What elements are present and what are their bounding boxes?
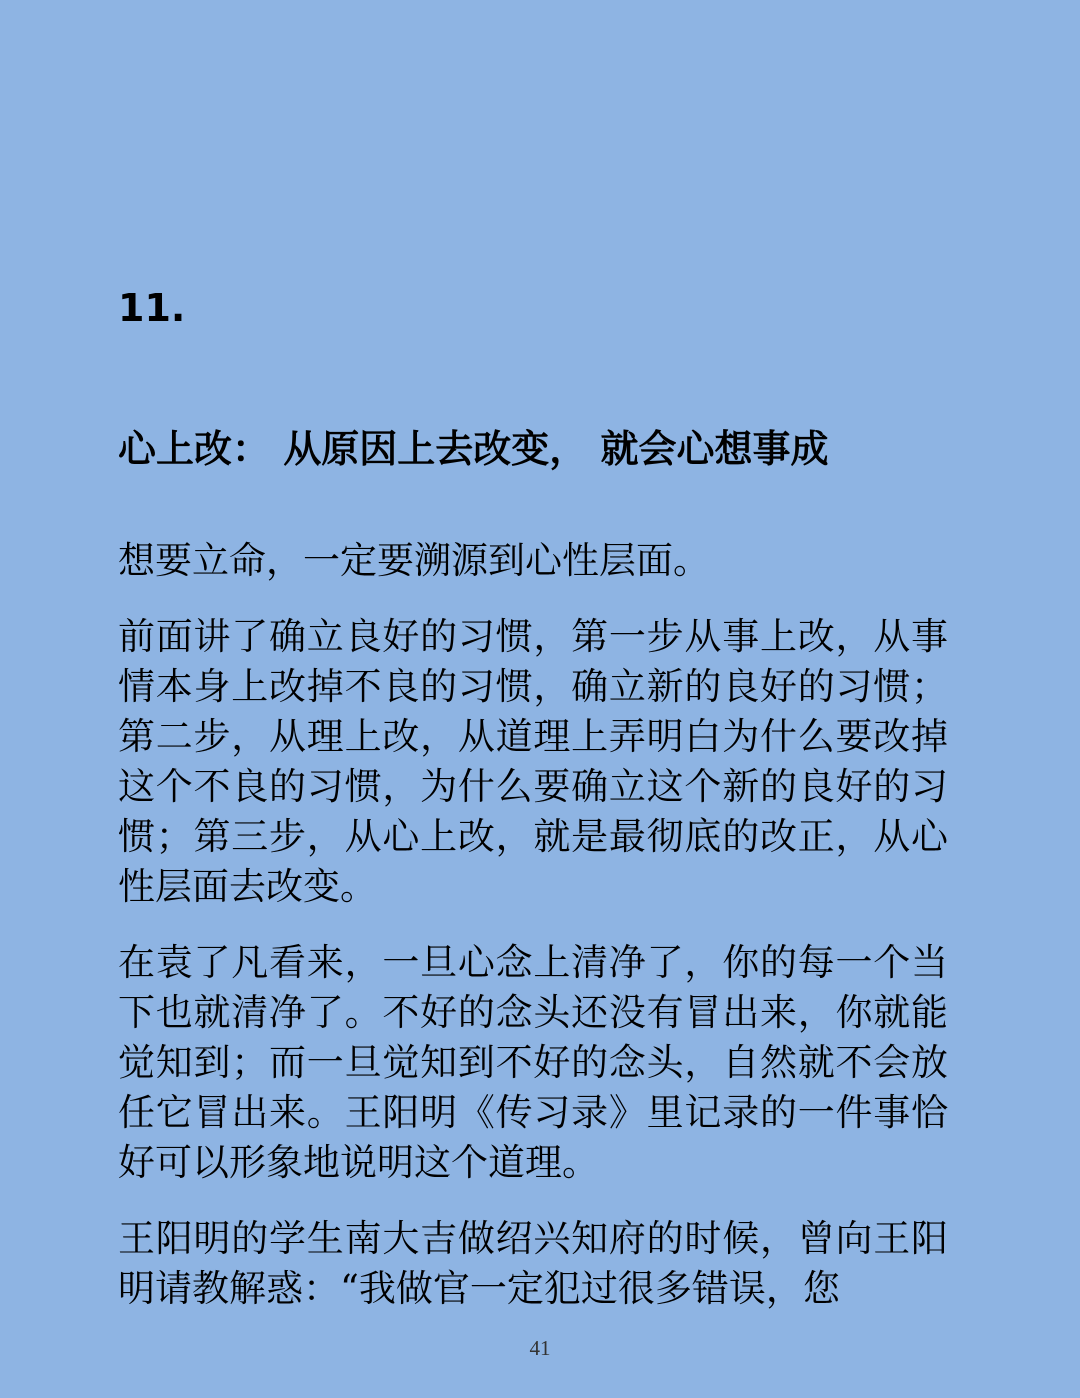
section-heading: 心上改： 从原因上去改变， 就会心想事成 bbox=[118, 427, 829, 471]
paragraph-2: 前面讲了确立良好的习惯，第一步从事上改，从事情本身上改掉不良的习惯，确立新的良好的习惯；第二步，从理上改，从道理上弄明白为什么要改掉这个不良的习惯，为什么要确立这个新的良好的习惯；第三步，从心上改，就是最彻底的改正，从心性层面去改变。 bbox=[118, 615, 948, 908]
paragraph-1: 想要立命，一定要溯源到心性层面。 bbox=[118, 539, 710, 582]
paragraph-4: 王阳明的学生南大吉做绍兴知府的时候，曾向王阳明请教解惑：“我做官一定犯过很多错误，您 bbox=[118, 1217, 948, 1310]
body-text bbox=[118, 536, 948, 1340]
page-number: 41 bbox=[529, 1336, 551, 1360]
section-number: 11. bbox=[118, 286, 186, 330]
paragraph-3: 在袁了凡看来，一旦心念上清净了，你的每一个当下也就清净了。不好的念头还没有冒出来，你就能觉知到；而一旦觉知到不好的念头，自然就不会放任它冒出来。王阳明《传习录》里记录的一件事恰好可以形象地说明这个道理。 bbox=[118, 941, 948, 1184]
